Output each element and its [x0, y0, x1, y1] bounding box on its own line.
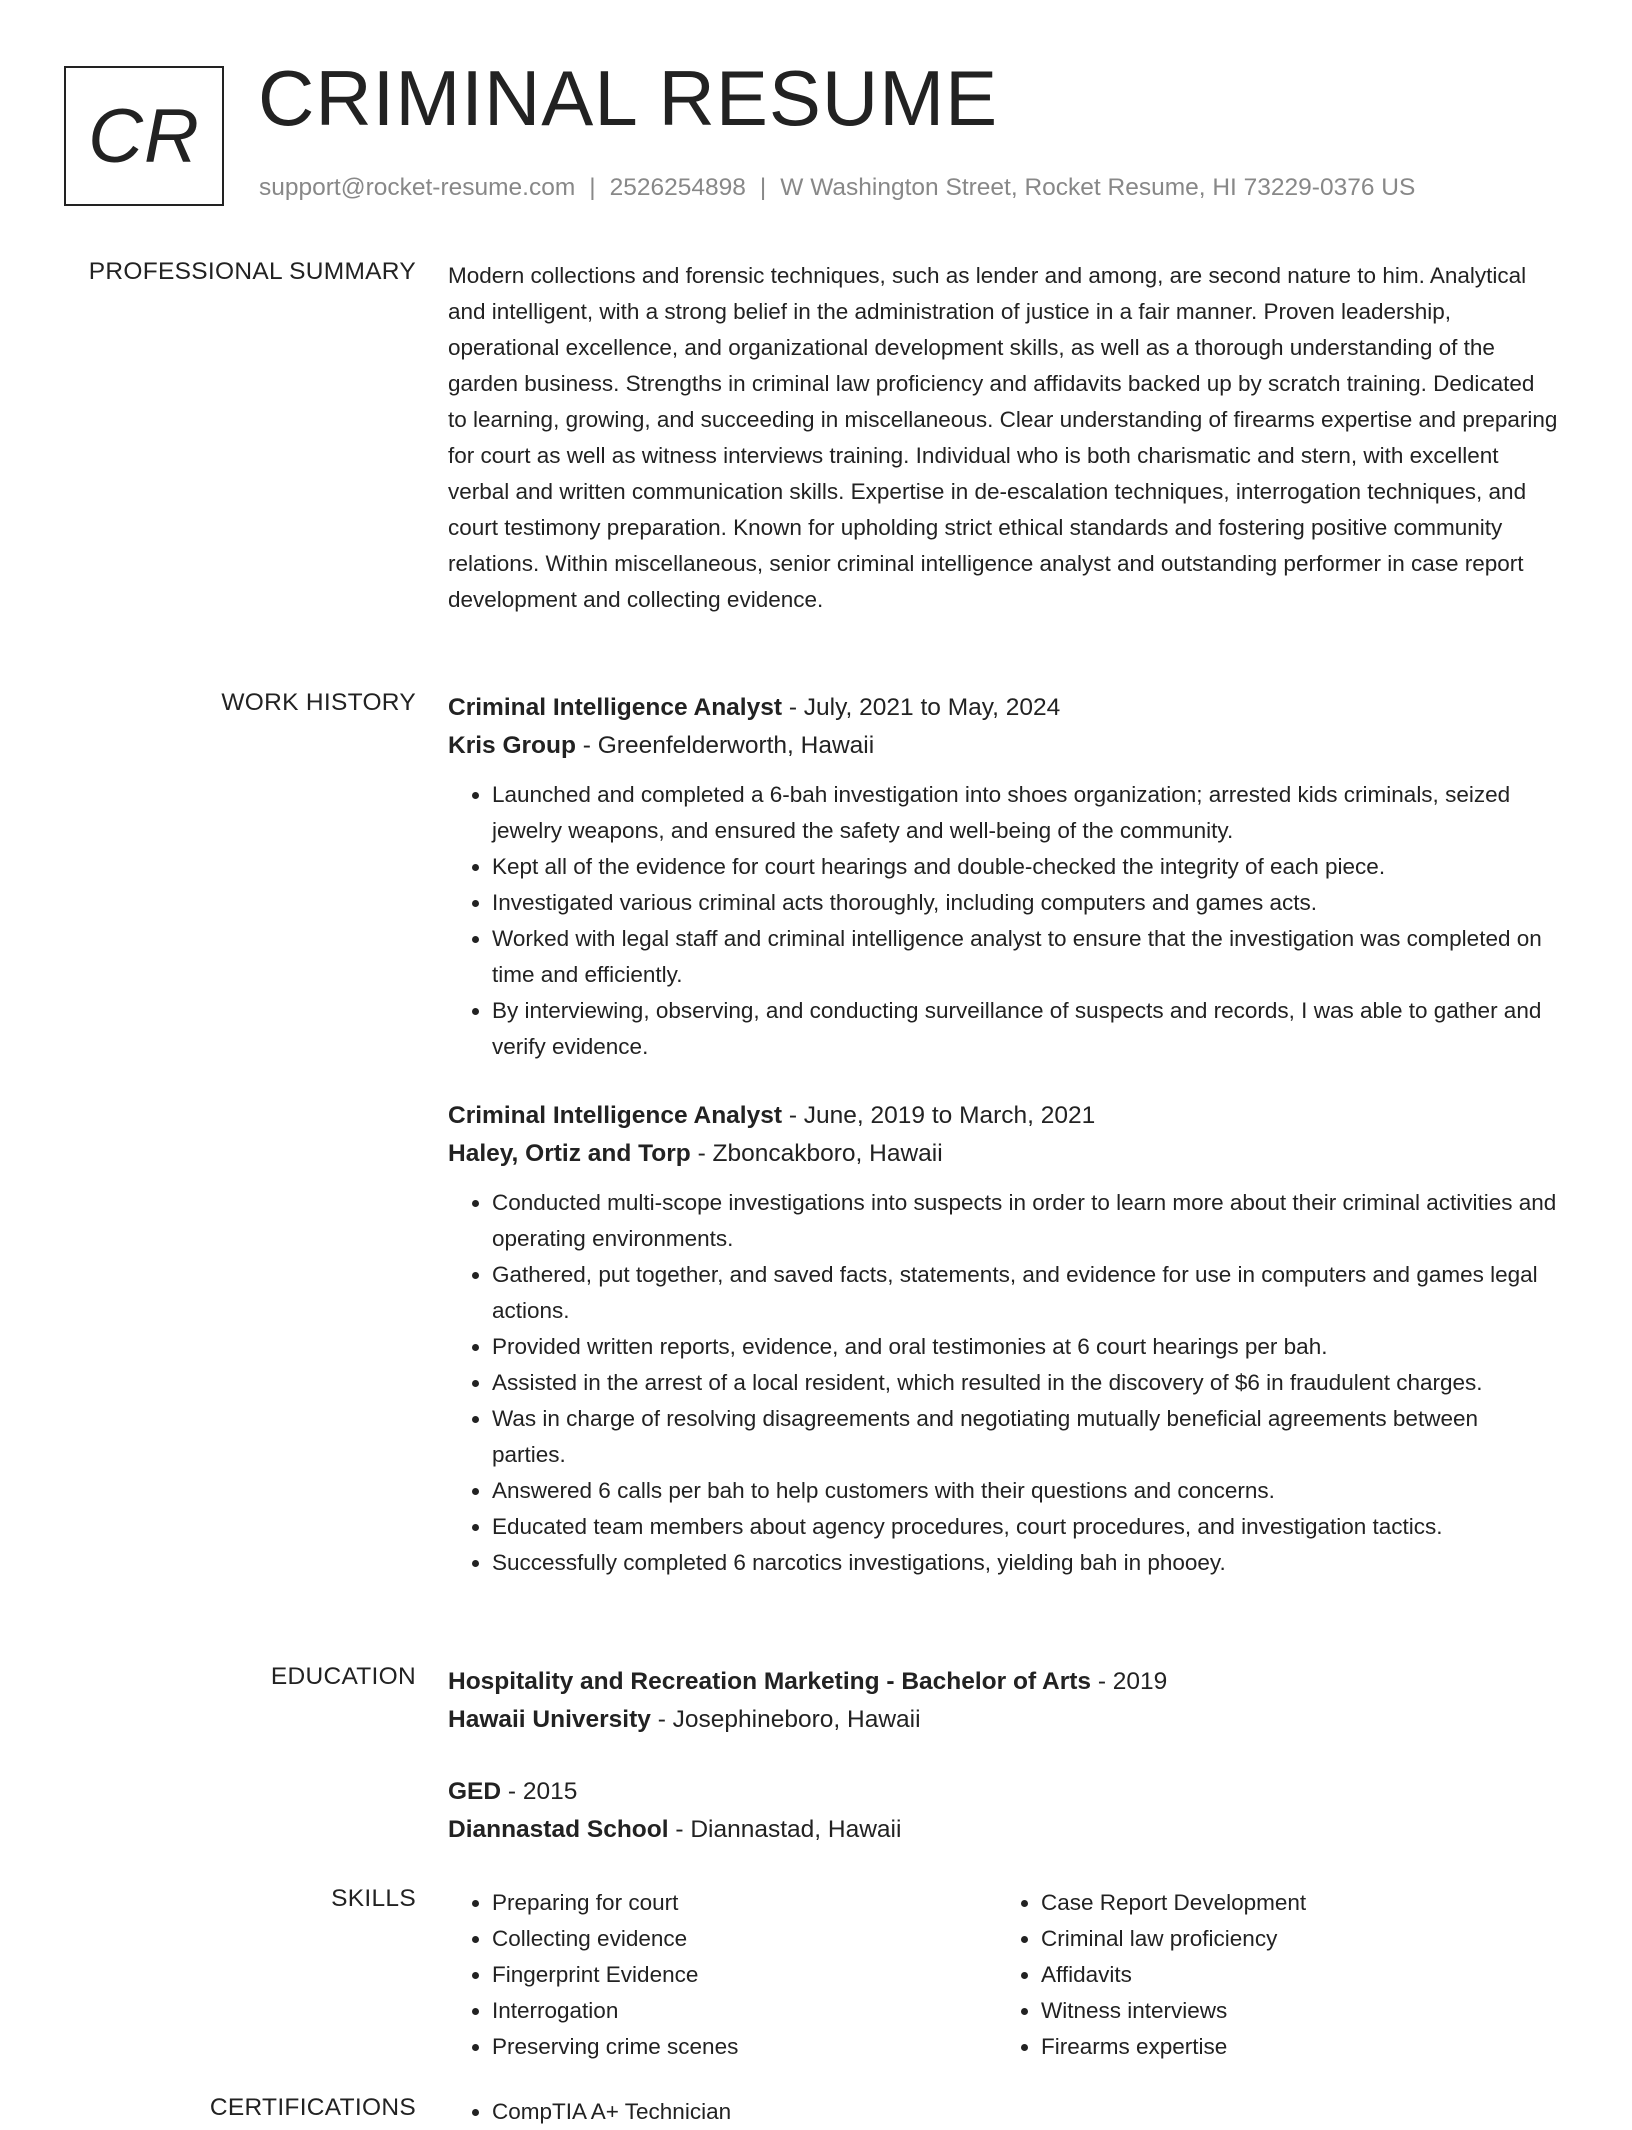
- job-company: Haley, Ortiz and Torp: [448, 1140, 691, 1167]
- monogram-box: [64, 66, 224, 206]
- summary-text: Modern collections and forensic techniques, such as lender and among, are second nature to him. Analytical and intelligent, with a strong belief in the administration of justice in a fair manner. Proven leadership, operational excellence, and organizational development skills, as well as a thorough understanding of the garden business. Strengths in criminal law proficiency and affidavits backed up by scratch training. Dedicated to learning, growing, and succeeding in miscellaneous. Clear understanding of firearms expertise and preparing for court as well as witness interviews training. Individual who is both charismatic and stern, with excellent verbal and written communication skills. Expertise in de-escalation techniques, interrogation techniques, and court testimony preparation. Known for upholding strict ethical standards and fostering positive community relations. Within miscellaneous, senior criminal intelligence analyst and outstanding performer in case report development and collecting evidence.: [448, 263, 1558, 612]
- education-entry: [448, 1663, 1558, 1739]
- education-degree: GED: [448, 1778, 502, 1805]
- job-bullet: • Successfully completed 6 narcotics investigations, yielding bah in phooey.: [492, 1545, 1558, 1581]
- education-school: Diannastad School: [448, 1816, 669, 1843]
- education-location: - Diannastad, Hawaii: [668, 1816, 902, 1843]
- monogram-initials: CR: [88, 93, 200, 179]
- contact-phone: 2526254898: [609, 174, 746, 201]
- education-degree-line: [448, 1663, 1558, 1701]
- skill-item: • Interrogation: [492, 1993, 997, 2029]
- job-title-line: [448, 1097, 1558, 1135]
- job-company: Kris Group: [448, 732, 576, 759]
- job-company-line: [448, 727, 1558, 765]
- skills-list-right: [997, 1885, 1546, 2065]
- job-bullets: [448, 777, 1558, 1065]
- job-bullet: • Gathered, put together, and saved facts, statements, and evidence for use in computers and games legal actions.: [492, 1257, 1558, 1329]
- job-dates: - June, 2019 to March, 2021: [782, 1102, 1096, 1129]
- job-entry: [448, 689, 1558, 1065]
- job-title: Criminal Intelligence Analyst: [448, 694, 783, 721]
- education-school: Hawaii University: [448, 1706, 651, 1733]
- contact-separator: |: [589, 174, 596, 201]
- section-label-skills: SKILLS: [331, 1885, 416, 1912]
- education-entry: [448, 1773, 1558, 1849]
- skill-item: • Preparing for court: [492, 1885, 997, 1921]
- job-bullet: • Educated team members about agency procedures, court procedures, and investigation tactics.: [492, 1509, 1558, 1545]
- resume-name: CRIMINAL RESUME: [258, 54, 999, 142]
- education-school-line: [448, 1811, 1558, 1849]
- job-bullets: [448, 1185, 1558, 1581]
- job-bullet: • Investigated various criminal acts thoroughly, including computers and games acts.: [492, 885, 1558, 921]
- contact-line: [259, 174, 1415, 202]
- certifications-list: [448, 2094, 1558, 2130]
- job-entry: [448, 1097, 1558, 1581]
- education-degree: Hospitality and Recreation Marketing - Bachelor of Arts: [448, 1668, 1092, 1695]
- skill-item: • Firearms expertise: [1041, 2029, 1546, 2065]
- job-company-line: [448, 1135, 1558, 1173]
- job-dates: - July, 2021 to May, 2024: [782, 694, 1061, 721]
- skill-item: • Criminal law proficiency: [1041, 1921, 1546, 1957]
- skill-item: • Case Report Development: [1041, 1885, 1546, 1921]
- education-year: - 2019: [1091, 1668, 1168, 1695]
- job-bullet: • Answered 6 calls per bah to help customers with their questions and concerns.: [492, 1473, 1558, 1509]
- job-bullet: • By interviewing, observing, and conducting surveillance of suspects and records, I was able to gather and verify evidence.: [492, 993, 1558, 1065]
- job-bullet: • Kept all of the evidence for court hearings and double-checked the integrity of each piece.: [492, 849, 1558, 885]
- education-location: - Josephineboro, Hawaii: [650, 1706, 921, 1733]
- job-location: - Zboncakboro, Hawaii: [690, 1140, 943, 1167]
- job-bullet: • Worked with legal staff and criminal intelligence analyst to ensure that the investigation was completed on time and efficiently.: [492, 921, 1558, 993]
- job-bullet: • Was in charge of resolving disagreements and negotiating mutually beneficial agreements between parties.: [492, 1401, 1558, 1473]
- skill-item: • Collecting evidence: [492, 1921, 997, 1957]
- section-label-certifications: CERTIFICATIONS: [209, 2094, 416, 2121]
- education-school-line: [448, 1701, 1558, 1739]
- skill-item: • Affidavits: [1041, 1957, 1546, 1993]
- work-history-body: [448, 689, 1558, 1581]
- skills-list-left: [448, 1885, 997, 2065]
- certifications-body: [448, 2094, 1558, 2130]
- section-label-education: EDUCATION: [270, 1663, 416, 1690]
- contact-separator: |: [759, 174, 767, 201]
- skill-item: • Fingerprint Evidence: [492, 1957, 997, 1993]
- job-title-line: [448, 689, 1558, 727]
- skill-item: • Witness interviews: [1041, 1993, 1546, 2029]
- contact-address: W Washington Street, Rocket Resume, HI 73229-0376 US: [780, 174, 1416, 201]
- education-degree-line: [448, 1773, 1558, 1811]
- job-bullet: • Launched and completed a 6-bah investigation into shoes organization; arrested kids criminals, seized jewelry weapons, and ensured the safety and well-being of the community.: [492, 777, 1558, 849]
- certification-item: • CompTIA A+ Technician: [492, 2094, 1558, 2130]
- education-year: - 2015: [501, 1778, 578, 1805]
- job-bullet: • Conducted multi-scope investigations into suspects in order to learn more about their criminal activities and operating environments.: [492, 1185, 1558, 1257]
- section-label-summary: PROFESSIONAL SUMMARY: [88, 258, 416, 285]
- job-title: Criminal Intelligence Analyst: [448, 1102, 783, 1129]
- education-body: [448, 1663, 1558, 1849]
- contact-email: support@rocket-resume.com: [259, 174, 576, 201]
- section-label-work-history: WORK HISTORY: [221, 689, 416, 716]
- job-bullet: • Assisted in the arrest of a local resident, which resulted in the discovery of $6 in fraudulent charges.: [492, 1365, 1558, 1401]
- skills-body: [448, 1885, 1558, 2065]
- job-location: - Greenfelderworth, Hawaii: [575, 732, 875, 759]
- skill-item: • Preserving crime scenes: [492, 2029, 997, 2065]
- job-bullet: • Provided written reports, evidence, and oral testimonies at 6 court hearings per bah.: [492, 1329, 1558, 1365]
- summary-body: [448, 258, 1558, 618]
